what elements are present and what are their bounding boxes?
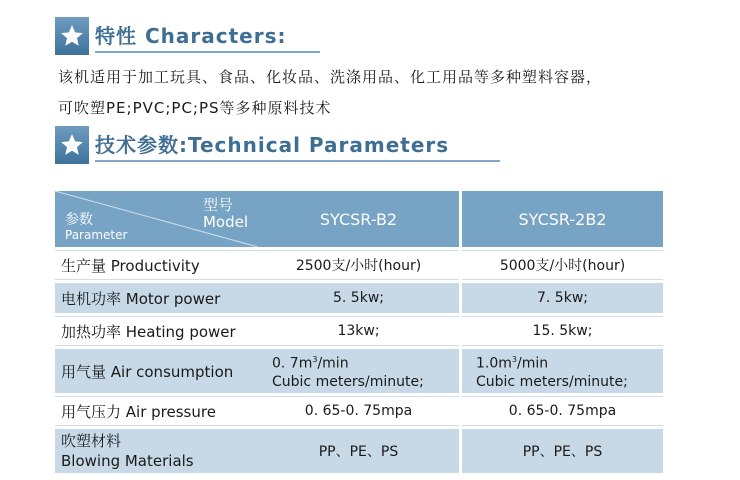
table-corner-cell (55, 191, 258, 247)
model-header-2: SYCSR-2B2 (462, 191, 663, 247)
cell-air-consumption-2 (462, 349, 663, 393)
section-header-technical-parameters (55, 125, 500, 165)
star-icon (55, 17, 89, 55)
cell-blowing-materials-1: PP、PE、PS (258, 429, 459, 473)
section-title-characters: 特性 Characters: (95, 20, 320, 53)
air-consumption-2-unit: Cubic meters/minute; (476, 374, 628, 391)
cell-productivity-2: 5000支/小时(hour) (462, 250, 663, 280)
cell-air-pressure-2: 0. 65-0. 75mpa (462, 396, 663, 426)
row-label-heating-power: 加热功率 Heating power (55, 316, 258, 346)
model-header-1: SYCSR-B2 (258, 191, 459, 247)
cell-blowing-materials-2: PP、PE、PS (462, 429, 663, 473)
blowing-materials-cn: 吹塑材料 (61, 432, 122, 450)
corner-model-label (203, 197, 248, 231)
row-label-air-pressure: 用气压力 Air pressure (55, 396, 258, 426)
air-consumption-1-unit: Cubic meters/minute; (272, 374, 424, 391)
corner-model-cn: 型号 (202, 196, 233, 214)
air-consumption-1-rate: 0. $7m^3/\min$ (272, 354, 349, 372)
air-consumption-2-rate: $1.0m^3/\min$ (476, 354, 549, 372)
cell-productivity-1: 2500支/小时(hour) (258, 250, 459, 280)
intro-line-1: 该机适用于加工玩具、食品、化妆品、洗涤用品、化工用品等多种塑料容器， (58, 68, 603, 86)
row-label-air-consumption: 用气量 Air consumption (55, 349, 258, 393)
cell-motor-power-2: 7. 5kw; (462, 283, 663, 313)
corner-parameter-cn: 参数 (65, 212, 93, 228)
cell-heating-power-1: 13kw; (258, 316, 459, 346)
blowing-materials-en: Blowing Materials (61, 452, 194, 470)
intro-line-2: 可吹塑PE;PVC;PC;PS等多种原料技术 (58, 99, 332, 117)
cell-air-pressure-1: 0. 65-0. 75mpa (258, 396, 459, 426)
cell-air-consumption-1 (258, 349, 459, 393)
star-icon (55, 126, 89, 164)
cell-motor-power-1: 5. 5kw; (258, 283, 459, 313)
section-title-technical-parameters: 技术参数:Technical Parameters (95, 129, 500, 162)
corner-parameter-label (65, 213, 127, 243)
table-row (55, 396, 663, 426)
table-row (55, 283, 663, 313)
table-header-row (55, 191, 663, 247)
row-label-productivity: 生产量 Productivity (55, 250, 258, 280)
table-row (55, 349, 663, 393)
table-row (55, 250, 663, 280)
table-row (55, 429, 663, 473)
parameters-table (55, 188, 663, 476)
table-row (55, 316, 663, 346)
row-label-blowing-materials (55, 429, 258, 473)
corner-model-en: Model (202, 213, 248, 231)
corner-parameter-en: Parameter (65, 228, 128, 242)
row-label-motor-power: 电机功率 Motor power (55, 283, 258, 313)
section-header-characters (55, 16, 320, 56)
cell-heating-power-2: 15. 5kw; (462, 316, 663, 346)
